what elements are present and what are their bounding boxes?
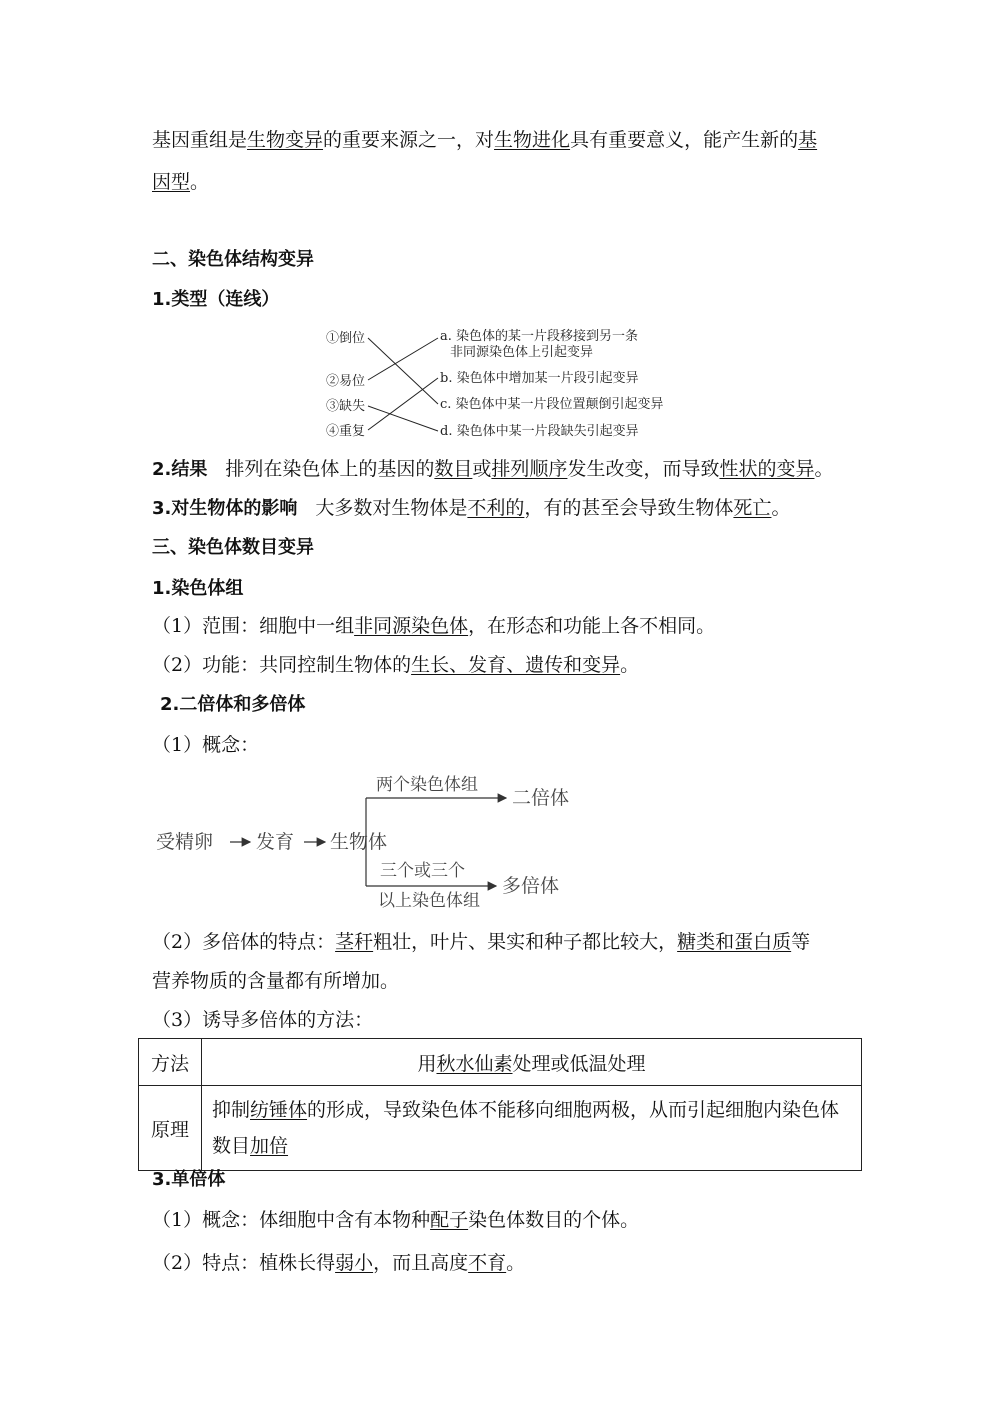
three-sets-line1: 三个或三个 (380, 861, 465, 881)
polyploid-features-line-1 (152, 930, 810, 954)
text: 。 (620, 654, 640, 676)
text: 具有重要意义，能产生新的 (570, 129, 799, 151)
text: （2）功能：共同控制生物体的 (152, 654, 412, 676)
organism-label: 生物体 (330, 831, 388, 853)
left-item-inversion: ①倒位 (326, 331, 366, 346)
text: 抑制 (212, 1099, 251, 1121)
three-sets-line2: 以上染色体组 (378, 891, 480, 911)
scope-line (152, 614, 715, 638)
haploid-features-line (152, 1251, 525, 1275)
left-item-deletion: ③缺失 (326, 399, 366, 414)
left-item-duplication: ④重复 (326, 424, 366, 439)
ploidy-flow-diagram (150, 768, 610, 918)
answer-underline: 配子 (430, 1209, 469, 1231)
answer-underline: 弱小 (335, 1252, 374, 1274)
text: 或 (472, 458, 492, 480)
zygote-label: 受精卵 (156, 831, 214, 853)
result-label: 2.结果 (152, 459, 208, 480)
match-line-4-b (368, 378, 438, 430)
section-2-title: 二、染色体结构变异 (152, 249, 314, 270)
chromosome-set-heading: 1.染色体组 (152, 578, 244, 599)
table-header-method: 方法 (139, 1039, 202, 1086)
text: 大多数对生物体是 (315, 497, 468, 519)
answer-underline: 生物变异 (247, 129, 324, 151)
answer-underline: 排列顺序 (491, 458, 568, 480)
answer-underline: 纺锤体 (250, 1099, 308, 1121)
answer-underline: 生物进化 (494, 129, 571, 151)
left-item-translocation: ②易位 (326, 374, 366, 389)
answer-underline: 基 (798, 129, 818, 151)
right-item-d: d. 染色体中某一片段缺失引起变异 (440, 424, 639, 439)
text: 。 (771, 497, 791, 519)
answer-underline: 生长、发育、遗传和变异 (411, 654, 621, 676)
text: 发生改变，而导致 (567, 458, 720, 480)
answer-underline: 秋水仙素 (436, 1052, 513, 1075)
text: 用 (417, 1052, 437, 1075)
text: 粗壮，叶片、果实和种子都比较大， (373, 931, 678, 953)
text: 的重要来源之一，对 (323, 129, 495, 151)
answer-underline: 死亡 (733, 497, 772, 519)
haploid-concept-line (152, 1208, 639, 1232)
two-sets-label: 两个染色体组 (376, 775, 478, 795)
text: 。 (190, 171, 210, 193)
match-line-3-d (368, 406, 438, 431)
polyploid-features-line-2: 营养物质的含量都有所增加。 (152, 970, 400, 992)
text: 的形成，导致染色体不能移向细胞两极，从而引起细胞内染色体数目 (212, 1099, 840, 1157)
right-item-a-line2: 非同源染色体上引起变异 (450, 345, 594, 360)
intro-line-2 (152, 170, 209, 194)
concept-label: （1）概念： (152, 734, 260, 756)
text: 基因重组是 (152, 129, 248, 151)
answer-underline: 非同源染色体 (354, 615, 469, 637)
table-row (139, 1039, 862, 1086)
function-line (152, 653, 639, 677)
answer-underline: 不利的 (467, 497, 525, 519)
right-item-c: c. 染色体中某一片段位置颠倒引起变异 (440, 397, 664, 412)
text: 等 (791, 931, 811, 953)
text: ，有的甚至会导致生物体 (524, 497, 734, 519)
text: （1）概念：体细胞中含有本物种 (152, 1209, 431, 1231)
text: ，在形态和功能上各不相同。 (468, 615, 716, 637)
table-header-principle: 原理 (139, 1086, 202, 1171)
result-line (152, 457, 833, 482)
text: （2）特点：植株长得 (152, 1252, 336, 1274)
text: ，而且高度 (373, 1252, 469, 1274)
types-heading: 1.类型（连线） (152, 289, 280, 310)
diploid-label: 二倍体 (512, 787, 570, 809)
right-item-a-line1: a. 染色体的某一片段移接到另一条 (440, 329, 639, 344)
induction-methods-table (138, 1038, 862, 1171)
effect-line (152, 496, 790, 521)
text: 。 (506, 1252, 526, 1274)
text: （2）多倍体的特点： (152, 931, 336, 953)
text: 排列在染色体上的基因的 (225, 458, 435, 480)
answer-underline: 糖类和蛋白质 (677, 931, 792, 953)
ploidy-heading: 2.二倍体和多倍体 (160, 694, 306, 715)
text: （1）范围：细胞中一组 (152, 615, 355, 637)
right-item-b: b. 染色体中增加某一片段引起变异 (440, 371, 639, 386)
answer-underline: 因型 (152, 171, 191, 193)
section-3-title: 三、染色体数目变异 (152, 537, 314, 558)
answer-underline: 茎秆 (335, 931, 374, 953)
induce-heading: （3）诱导多倍体的方法： (152, 1009, 374, 1031)
effect-label: 3.对生物体的影响 (152, 498, 298, 519)
matching-diagram (318, 322, 678, 444)
answer-underline: 数目 (434, 458, 473, 480)
table-row (139, 1086, 862, 1171)
text: 。 (814, 458, 834, 480)
table-cell-method (202, 1039, 862, 1086)
answer-underline: 性状的变异 (719, 458, 815, 480)
answer-underline: 不育 (468, 1252, 507, 1274)
match-line-1-c (368, 338, 438, 404)
haploid-heading: 3.单倍体 (152, 1169, 226, 1190)
develop-label: 发育 (256, 831, 295, 853)
match-line-2-a (368, 338, 438, 380)
intro-line-1 (152, 128, 817, 152)
polyploid-label: 多倍体 (502, 875, 560, 897)
answer-underline: 加倍 (250, 1135, 289, 1157)
text: 处理或低温处理 (512, 1052, 646, 1075)
text: 染色体数目的个体。 (468, 1209, 640, 1231)
table-cell-principle (202, 1086, 862, 1171)
